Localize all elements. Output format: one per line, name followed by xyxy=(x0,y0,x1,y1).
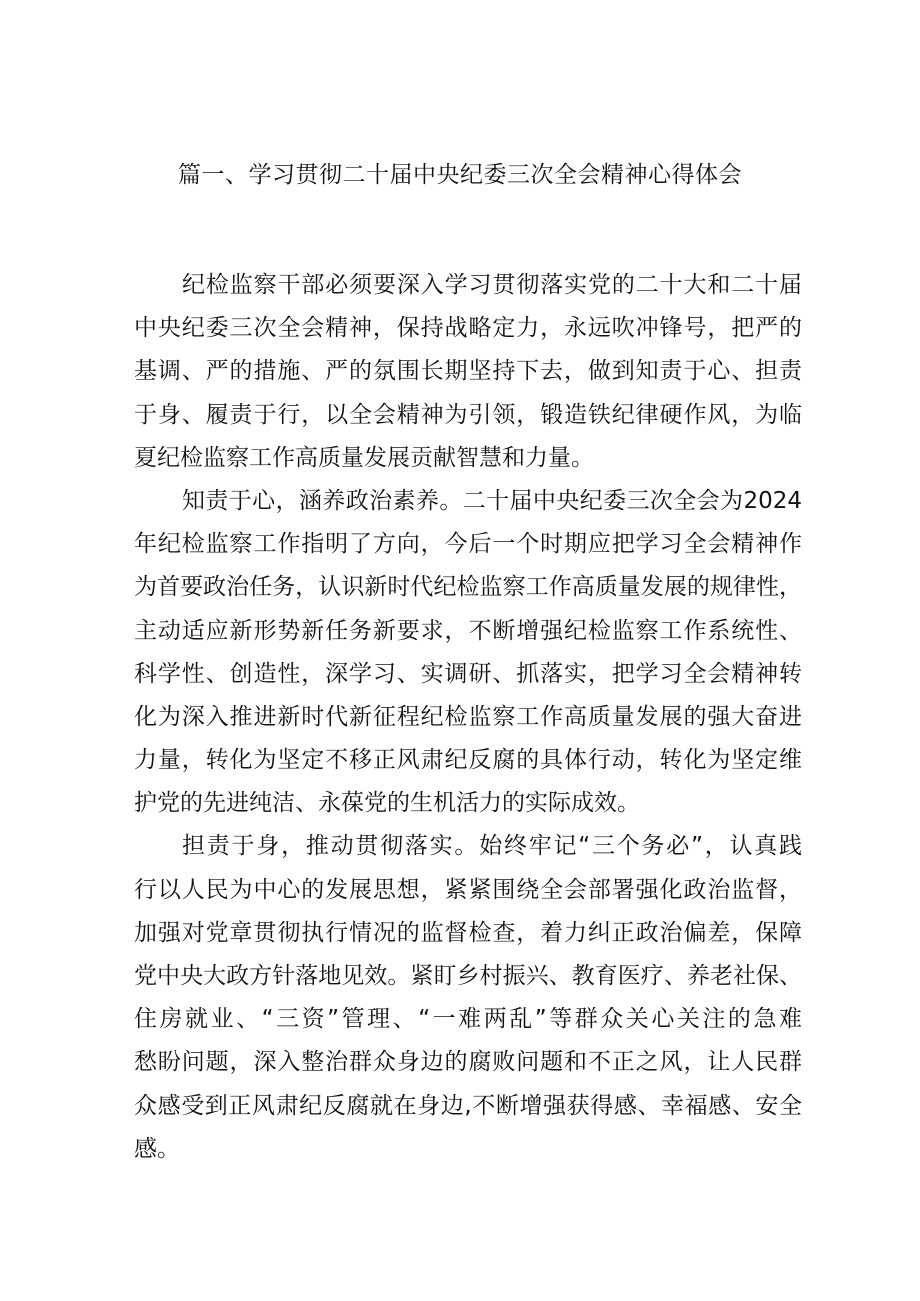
paragraph-line: 纪检监察干部必须要深入学习贯彻落实党的二十大和二十届 xyxy=(182,272,802,298)
paragraph-line: 基调、严的措施、严的氛围长期坚持下去，做到知责于心、担责 xyxy=(134,358,802,385)
document-title: 篇一、学习贯彻二十届中央纪委三次全会精神心得体会 xyxy=(178,162,742,188)
paragraph-line: 知责于心，涵养政治素养。二十届中央纪委三次全会为2024 xyxy=(182,487,802,514)
document-body xyxy=(134,264,802,1171)
paragraph-2 xyxy=(134,480,802,826)
paragraph-line: 护党的先进纯洁、永葆党的生机活力的实际成效。 xyxy=(134,790,640,817)
paragraph-line: 感。 xyxy=(134,1135,180,1162)
paragraph-line: 夏纪检监察工作高质量发展贡献智慧和力量。 xyxy=(134,444,594,471)
paragraph-line: 众感受到正风肃纪反腐就在身边,不断增强获得感、幸福感、安全 xyxy=(134,1092,802,1119)
paragraph-line: 科学性、创造性，深学习、实调研、抓落实，把学习全会精神转 xyxy=(134,660,802,687)
paragraph-line: 党中央大政方针落地见效。紧盯乡村振兴、教育医疗、养老社保、 xyxy=(134,963,802,989)
paragraph-line: 中央纪委三次全会精神，保持战略定力，永远吹冲锋号，把严的 xyxy=(134,315,802,342)
paragraph-line: 担责于身，推动贯彻落实。始终牢记“三个务必”，认真践 xyxy=(182,833,802,860)
paragraph-1 xyxy=(134,264,802,480)
paragraph-line: 年纪检监察工作指明了方向，今后一个时期应把学习全会精神作 xyxy=(134,531,802,558)
paragraph-line: 加强对党章贯彻执行情况的监督检查，着力纠正政治偏差，保障 xyxy=(134,919,802,946)
paragraph-line: 力量，转化为坚定不移正风肃纪反腐的具体行动，转化为坚定维 xyxy=(134,747,802,774)
paragraph-3 xyxy=(134,825,802,1171)
paragraph-line: 为首要政治任务，认识新时代纪检监察工作高质量发展的规律性， xyxy=(134,574,802,601)
paragraph-line: 愁盼问题，深入整治群众身边的腐败问题和不正之风，让人民群 xyxy=(134,1049,802,1076)
paragraph-line: 主动适应新形势新任务新要求，不断增强纪检监察工作系统性、 xyxy=(134,617,802,644)
paragraph-line: 化为深入推进新时代新征程纪检监察工作高质量发展的强大奋进 xyxy=(134,703,802,730)
paragraph-line: 住房就业、“三资”管理、“一难两乱”等群众关心关注的急难 xyxy=(134,1006,802,1033)
paragraph-line: 行以人民为中心的发展思想，紧紧围绕全会部署强化政治监督， xyxy=(134,876,802,903)
paragraph-line: 于身、履责于行，以全会精神为引领，锻造铁纪律硬作风，为临 xyxy=(134,401,802,428)
